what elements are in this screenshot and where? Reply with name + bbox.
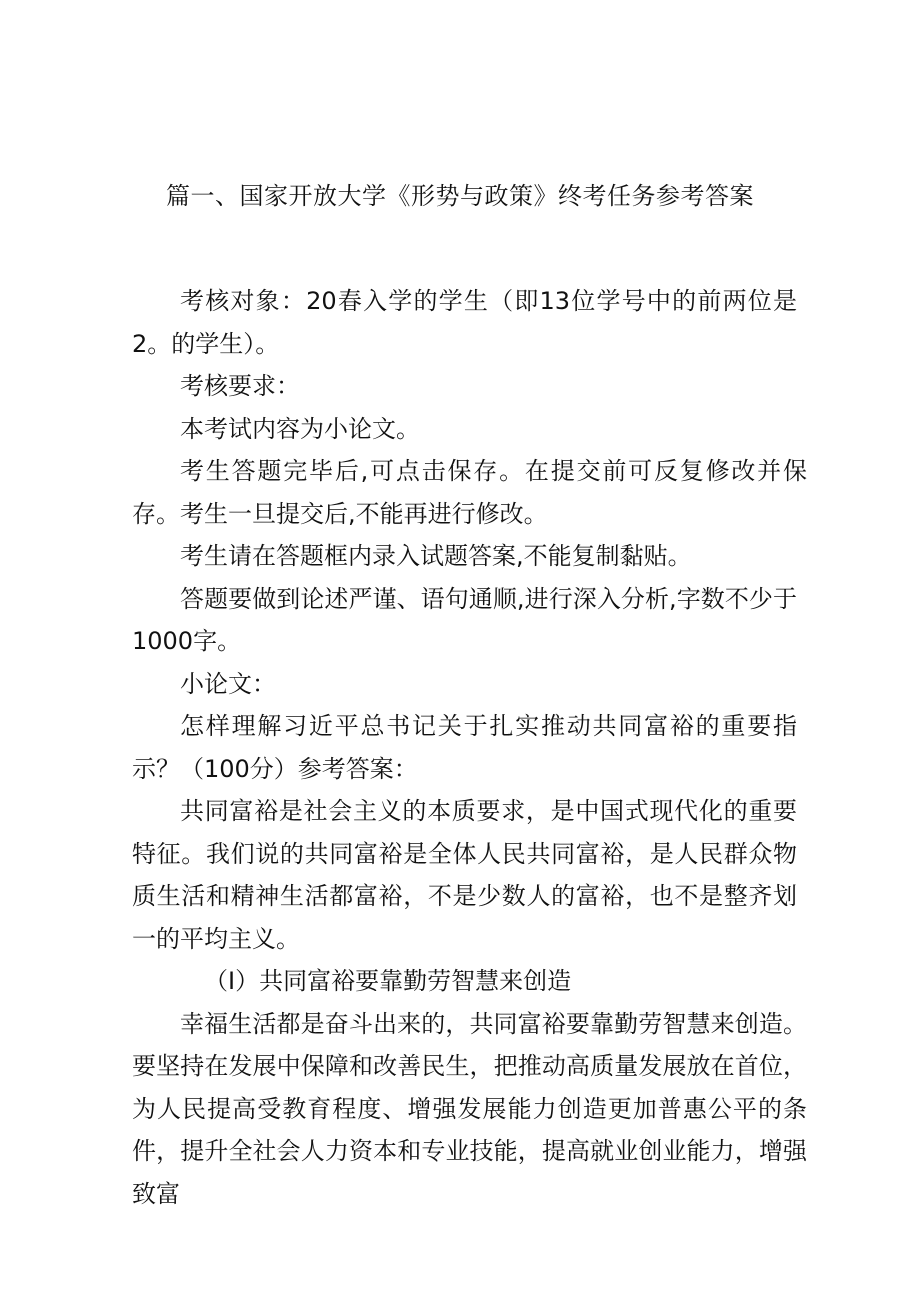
paragraph-input-instructions: 考生请在答题框内录入试题答案,不能复制黏贴。 [180, 542, 692, 570]
document-body [132, 280, 807, 1215]
document-title: 篇一、国家开放大学《形势与政策》终考任务参考答案 [166, 182, 754, 210]
paragraph-answer-intro: 共同富裕是社会主义的本质要求，是中国式现代化的重要特征。我们说的共同富裕是全体人民共同富裕，是人民群众物质生活和精神生活都富裕，不是少数人的富裕，也不是整齐划一的平均主义。 [132, 797, 797, 953]
paragraph-question: 怎样理解习近平总书记关于扎实推动共同富裕的重要指示？（100分）参考答案： [132, 712, 797, 783]
section-heading-1: （I）共同富裕要靠勤劳智慧来创造 [204, 967, 572, 995]
paragraph-exam-requirements-heading: 考核要求： [180, 372, 300, 400]
paragraph-section-1-body: 幸福生活都是奋斗出来的，共同富裕要靠勤劳智慧来创造。要坚持在发展中保障和改善民生，把推动高质量发展放在首位，为人民提高受教育程度、增强发展能力创造更加普惠公平的条件，提升全社会人力资本和专业技能，提高就业创业能力，增强致富 [132, 1009, 807, 1208]
paragraph-writing-requirements: 答题要做到论述严谨、语句通顺,进行深入分析,字数不少于1000字。 [132, 584, 797, 655]
paragraph-save-instructions: 考生答题完毕后,可点击保存。在提交前可反复修改并保存。考生一旦提交后,不能再进行修改。 [132, 457, 807, 528]
paragraph-exam-content: 本考试内容为小论文。 [180, 414, 420, 443]
paragraph-exam-target: 考核对象：20春入学的学生（即13位学号中的前两位是2。的学生）。 [132, 287, 797, 358]
paragraph-essay-heading: 小论文： [180, 669, 276, 698]
